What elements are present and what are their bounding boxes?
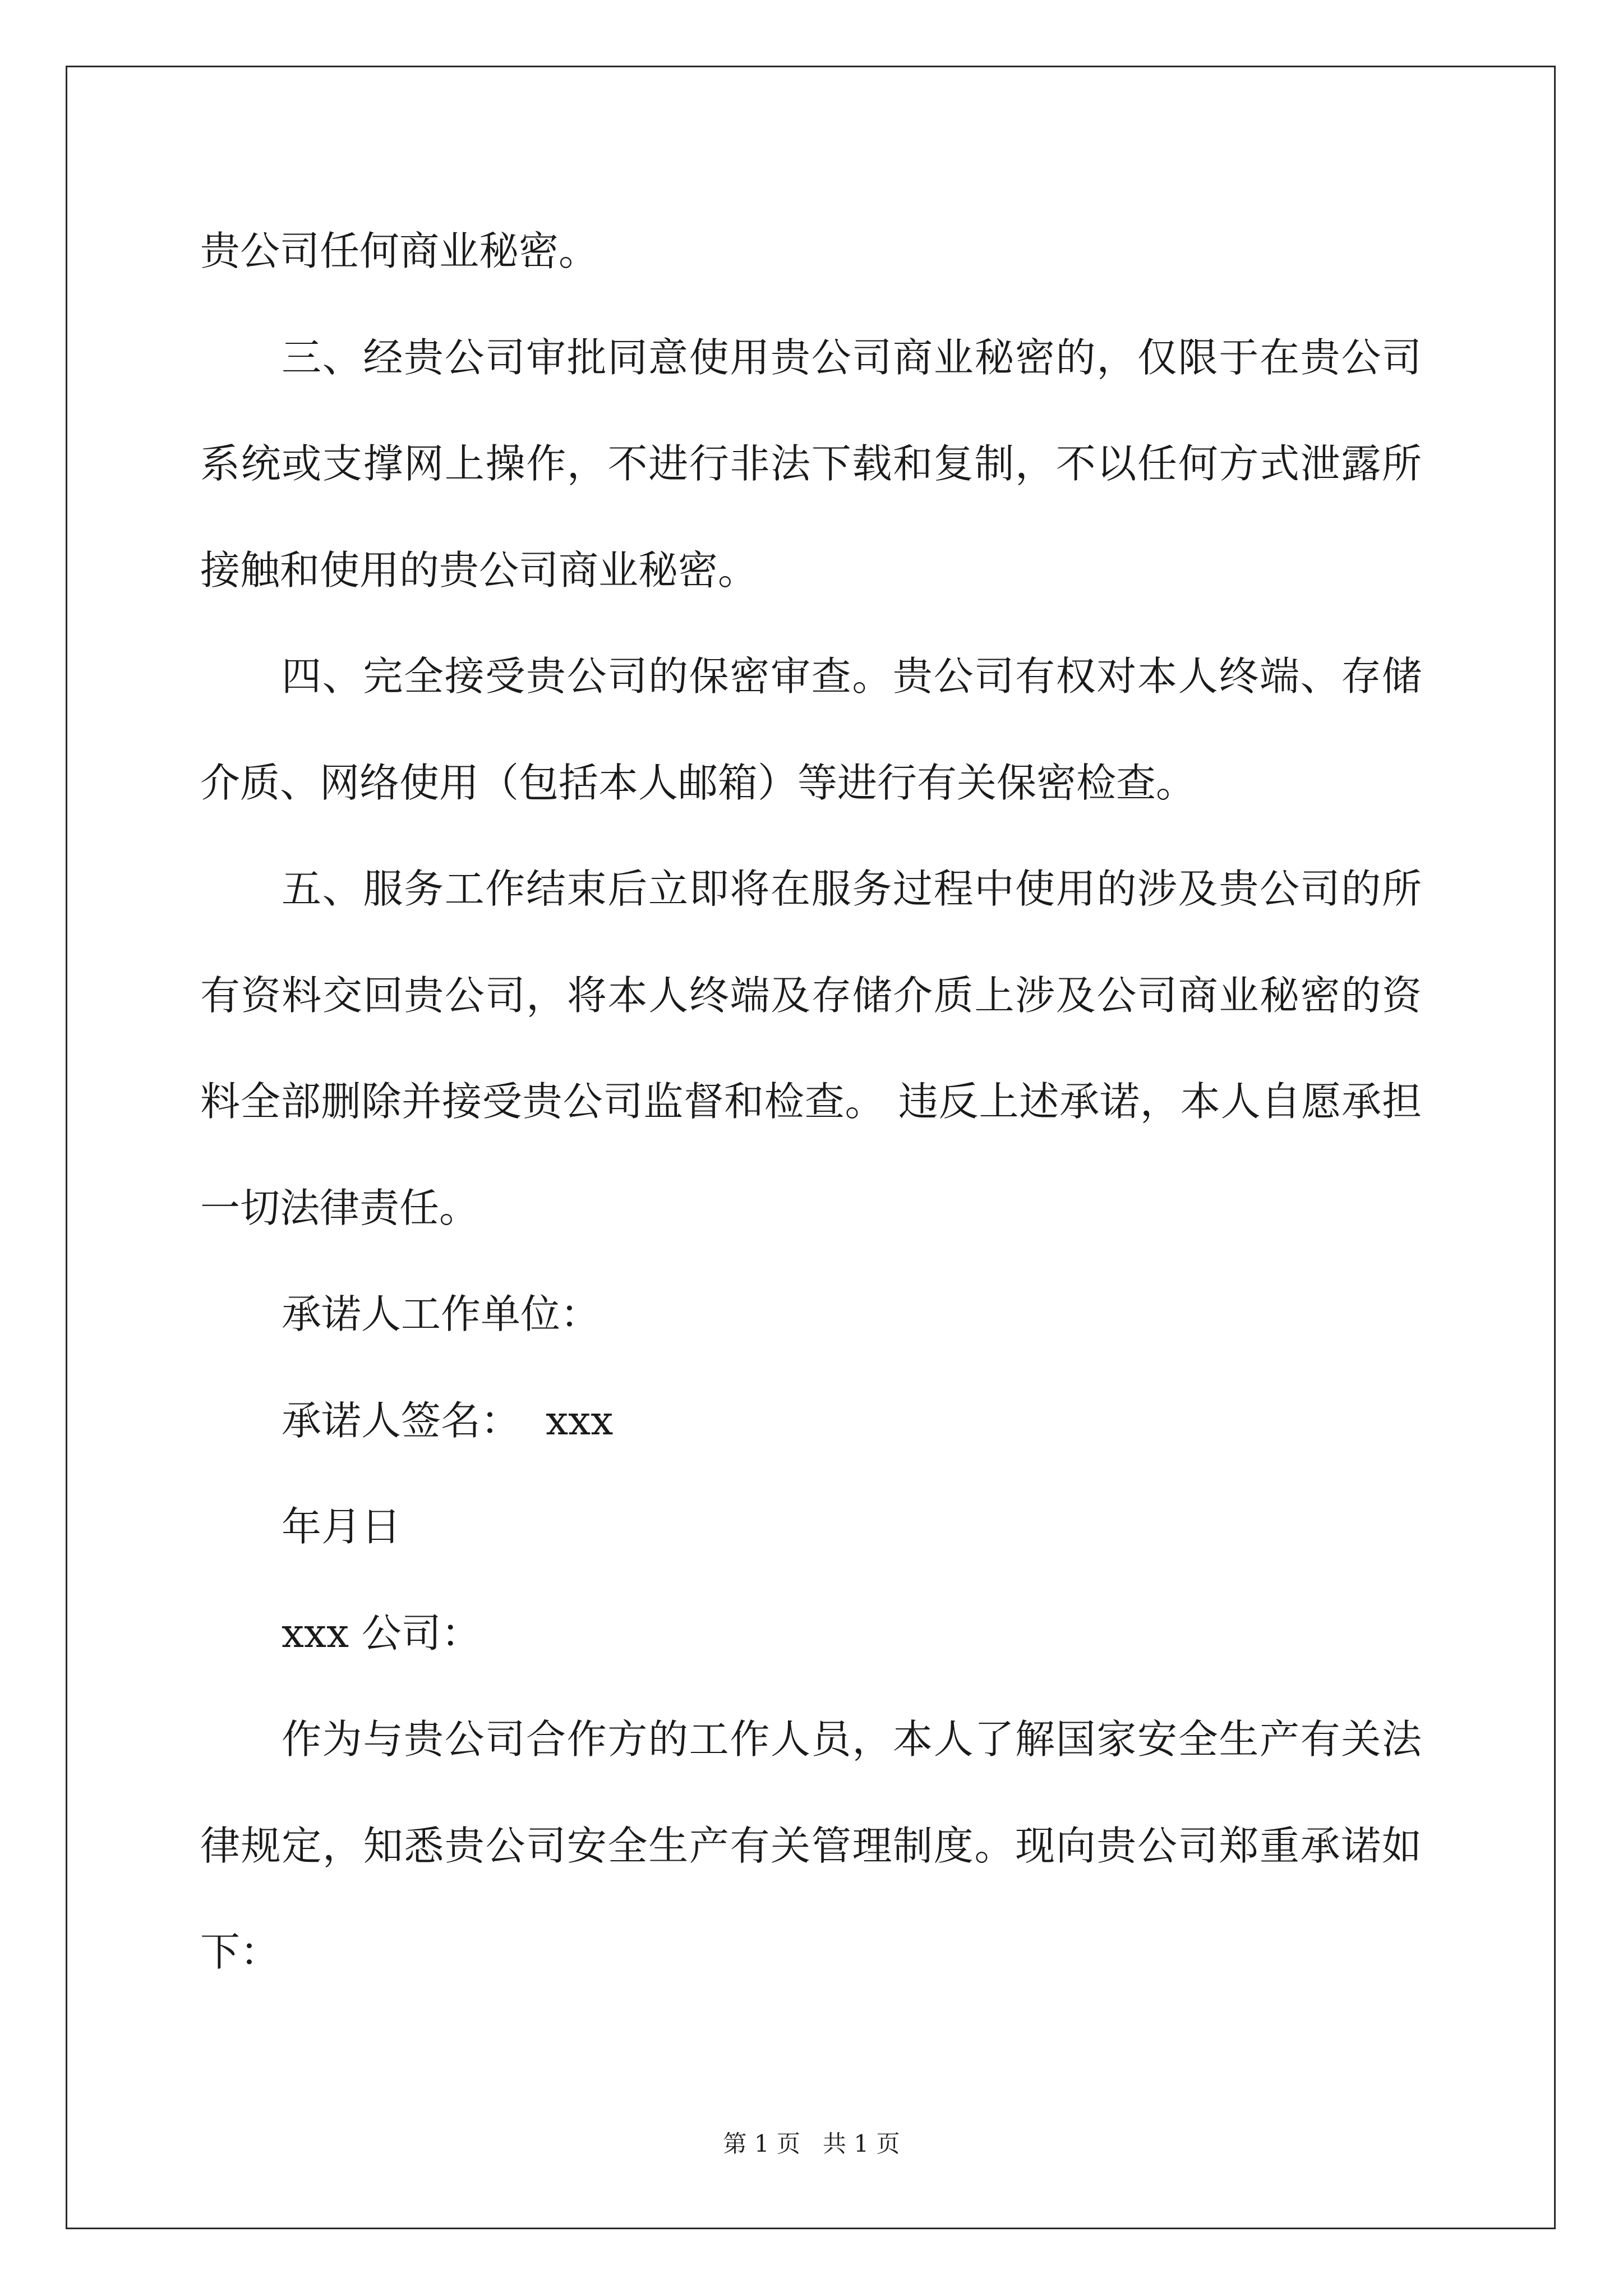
- body-line: 介质、网络使用（包括本人邮箱）等进行有关保密检查。: [200, 759, 1196, 806]
- body-line: 一切法律责任。: [200, 1184, 479, 1231]
- body-line: 贵公司任何商业秘密。: [200, 228, 599, 274]
- body-line: 五、服务工作结束后立即将在服务过程中使用的涉及贵公司的所: [282, 866, 1422, 912]
- page-number-footer: 第 1 页 共 1 页: [723, 2130, 900, 2157]
- document-body: [200, 198, 1422, 2005]
- body-line: 系统或支撑网上操作，不进行非法下载和复制，不以任何方式泄露所: [200, 440, 1422, 487]
- body-line: 接触和使用的贵公司商业秘密。: [200, 546, 758, 593]
- body-line: 料全部删除并接受贵公司监督和检查。 违反上述承诺，本人自愿承担: [200, 1078, 1422, 1125]
- body-line: 有资料交回贵公司，将本人终端及存储介质上涉及公司商业秘密的资: [200, 972, 1422, 1019]
- body-line: 四、完全接受贵公司的保密审查。贵公司有权对本人终端、存储: [282, 653, 1422, 700]
- body-line: 律规定，知悉贵公司安全生产有关管理制度。现向贵公司郑重承诺如: [200, 1822, 1422, 1869]
- signatory-signature-label: 承诺人签名： xxx: [282, 1397, 614, 1444]
- body-line: 下：: [200, 1929, 280, 1975]
- body-line: 作为与贵公司合作方的工作人员，本人了解国家安全生产有关法: [282, 1716, 1422, 1763]
- addressee-line: xxx 公司：: [282, 1609, 481, 1657]
- body-line: 三、经贵公司审批同意使用贵公司商业秘密的，仅限于在贵公司: [282, 334, 1422, 381]
- date-label: 年月日: [282, 1503, 402, 1550]
- signatory-unit-label: 承诺人工作单位：: [282, 1291, 601, 1337]
